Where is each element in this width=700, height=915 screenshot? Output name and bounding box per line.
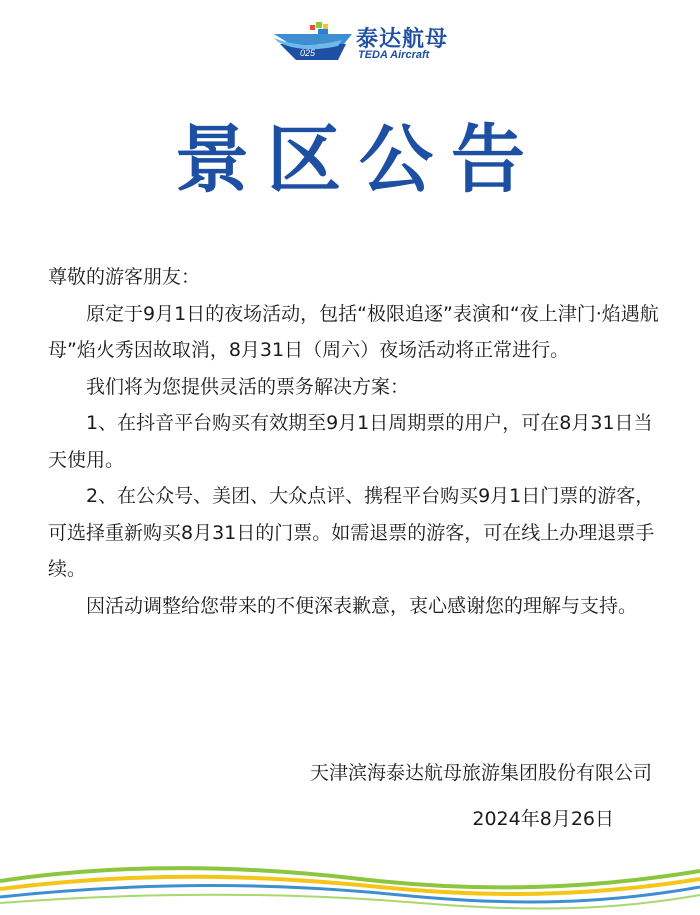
paragraph-other-platform-tickets: 2、在公众号、美团、大众点评、携程平台购买9月1日门票的游客，可选择重新购买8月31日的门票。如需退票的游客，可在线上办理退票手续。 <box>48 485 655 580</box>
paragraph-douyin-tickets: 1、在抖音平台购买有效期至9月1日周期票的用户，可在8月31日当天使用。 <box>48 412 653 471</box>
wave-light-green <box>0 895 700 909</box>
paragraph-ticket-intro: 我们将为您提供灵活的票务解决方案： <box>86 375 410 398</box>
wave-blue <box>0 886 700 902</box>
decorative-waves <box>0 845 700 915</box>
salutation: 尊敬的游客朋友： <box>48 266 201 288</box>
aircraft-carrier-logo-icon <box>272 20 354 64</box>
signature-date: 2024年8月26日 <box>472 808 614 830</box>
logo-name-cn: 泰达航母 <box>356 27 449 52</box>
paragraph-apology: 因活动调整给您带来的不便深表歉意，衷心感谢您的理解与支持。 <box>86 594 638 617</box>
signature-organization: 天津滨海泰达航母旅游集团股份有限公司 <box>309 762 652 784</box>
logo-badge-text: 025 <box>300 48 316 58</box>
logo-name-en: TEDA Aircraft <box>358 49 430 61</box>
paragraph-cancellation: 原定于9月1日的夜场活动，包括“极限追逐”表演和“夜上津门·焰遇航母”焰火秀因故取消，8月31日（周六）夜场活动将正常进行。 <box>48 302 659 361</box>
company-logo <box>272 20 452 64</box>
notice-body <box>48 259 664 624</box>
notice-title: 景区公告 <box>175 117 543 203</box>
